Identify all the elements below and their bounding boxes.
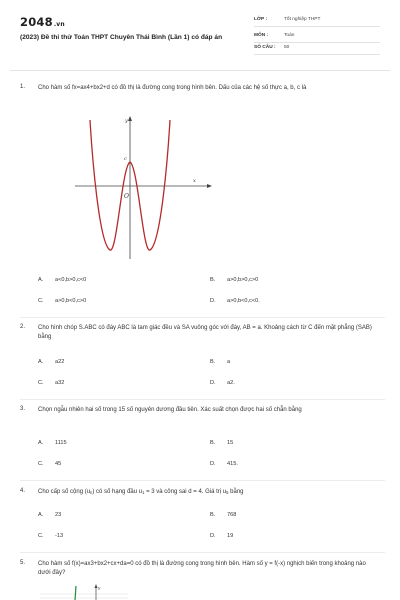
question-text: Cho hình chóp S.ABC có đáy ABC là tam giác đều và SA vuông góc với đáy, AB = a. Khoảng cách từ C đến mặt phẳng (SAB) bằng: [38, 325, 372, 340]
question-4: 4. Cho cấp số cộng $(u_n)$ có số hạng đầu $u_1 = 3$ và công sai d = 4. Giá trị $u_5$ bằng A. 23 B. 768 C. -13 D. 19: [20, 488, 385, 558]
site-logo[interactable]: 2048.vn: [20, 15, 65, 29]
question-divider: [20, 552, 385, 553]
page-header: [0, 0, 400, 62]
c-label: c: [124, 156, 127, 162]
x-axis-arrow-icon: [207, 184, 212, 188]
question-text: Cho hàm số f(x)=ax3+bx2+cx+da=0 có đồ thị là đường cong trong hình bên. Hàm số y = f(-x) nghịch biến trong khoảng nào dưới đây?: [38, 561, 366, 576]
question-1: 1. Cho hàm số fx=ax4+bx2+d có đồ thị là đường cong trong hình bên. Dấu của các hệ số thực a, b, c là y x c O A. a<0,b>0,c<0 B. a>0,b>0,c>0 C. a>0,b<0,c>0 D. a>0,b<0,c<0.: [20, 84, 385, 320]
y-axis-label: y: [125, 118, 128, 124]
info-label: MÔN :: [254, 33, 269, 38]
exam-title: (2023) Đề thi thử Toán THPT Chuyên Thái Bình (Lần 1) có đáp án: [20, 34, 223, 41]
info-value: 50: [284, 45, 290, 50]
question-3: 3. Chọn ngẫu nhiên hai số trong 15 số nguyên dương đầu tiên. Xác suất chọn được hai số chẵn bằng A. 1115 B. 15 C. 45 D. 415.: [20, 406, 385, 484]
y-axis-label: y: [98, 585, 101, 590]
question-divider: [20, 480, 385, 481]
question-number: 1.: [20, 84, 26, 90]
y-axis-arrow-icon: [128, 116, 132, 121]
info-label: SỐ CÂU :: [254, 45, 276, 50]
info-value: Tốt nghiệp THPT: [284, 17, 321, 22]
info-row-class: [254, 15, 380, 27]
question-number: 2.: [20, 324, 26, 330]
question-text: Cho hàm số fx=ax4+bx2+d có đồ thị là đường cong trong hình bên. Dấu của các hệ số thực a, b, c là: [38, 85, 307, 91]
question-2: 2. Cho hình chóp S.ABC có đáy ABC là tam giác đều và SA vuông góc với đáy, AB = a. Khoảng cách từ C đến mặt phẳng (SAB) bằng A. a22 B. a C. a32 D. a2.: [20, 324, 385, 404]
header-divider: [10, 70, 390, 71]
question-number: 3.: [20, 406, 26, 412]
origin-label: O: [124, 193, 129, 200]
x-axis-label: x: [193, 178, 196, 184]
question-graph: [75, 114, 215, 259]
question-5: [20, 560, 385, 600]
info-row-subject: [254, 31, 380, 43]
info-label: LỚP :: [254, 17, 268, 22]
question-text: Chọn ngẫu nhiên hai số trong 15 số nguyên dương đầu tiên. Xác suất chọn được hai số chẵn bằng: [38, 407, 302, 413]
question-divider: [20, 399, 385, 400]
info-row-count: [254, 43, 380, 55]
question-graph: [40, 584, 130, 600]
info-value: Toán: [284, 33, 295, 38]
question-number: 4.: [20, 488, 26, 494]
question-divider: [20, 317, 385, 318]
question-number: 5.: [20, 560, 26, 566]
question-text: Cho cấp số cộng $(u_n)$ có số hạng đầu $u_1 = 3$ và công sai d = 4. Giá trị $u_5$ bằng: [38, 489, 244, 495]
